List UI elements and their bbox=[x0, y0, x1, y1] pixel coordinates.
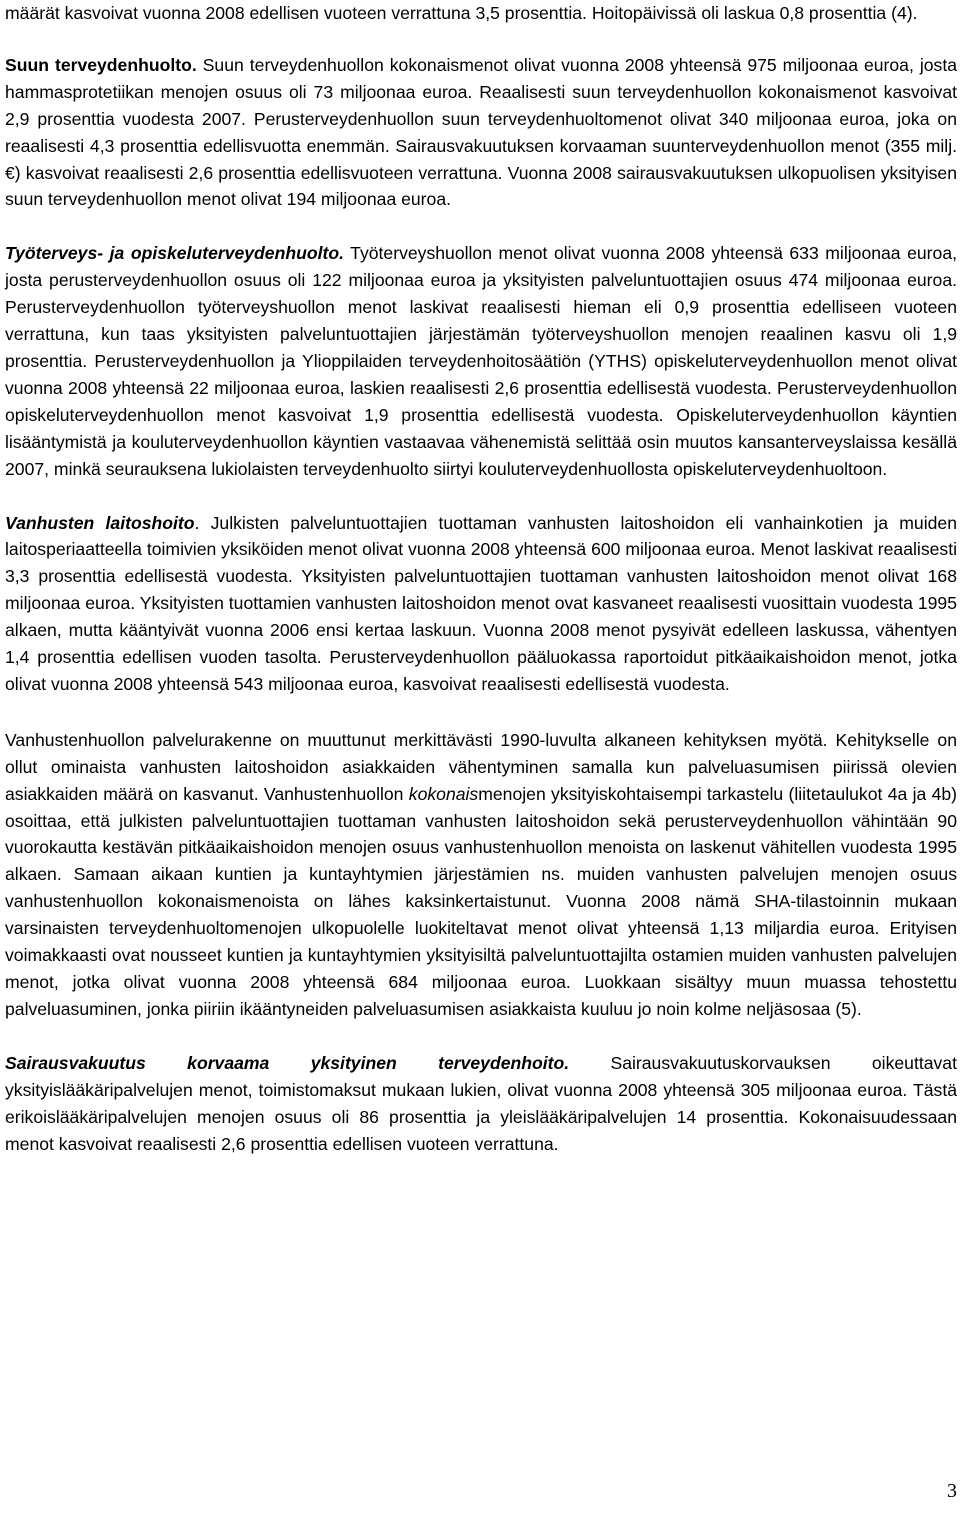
heading-occupational-health: Työterveys- ja opiskeluterveydenhuolto. bbox=[5, 243, 344, 264]
heading-oral-health: Suun terveydenhuolto. bbox=[5, 54, 197, 75]
paragraph-elderly-service-text-a: Vanhustenhuollon palvelurakenne on muuttunut merkittävästi 1990-luvulta alkaneen kehityksen myötä. Kehitykselle on ollut ominaista vanhusten laitoshoidon asiakkaiden vähentyminen samalla kun palveluasumisen piirissä olevien asiakkaiden määrä on kasvanut. Vanhustenhuollon bbox=[5, 729, 957, 804]
paragraph-elderly-service-structure bbox=[5, 727, 957, 1023]
paragraph-elderly-service-text-b: menojen yksityiskohtaisempi tarkastelu (liitetaulukot 4a ja 4b) osoittaa, että julkisten palveluntuottajien tuottaman vanhusten laitoshoidon sekä perusterveydenhuollon vähintään 90 vuorokautta kestävän pitkäaikaishoidon menojen osuus vanhustenhuollon menoista on laskenut vähitellen vuodesta 1995 alkaen. Samaan aikaan kuntien ja kuntayhtymien järjestämien ns. muiden vanhusten palvelujen menojen osuus vanhustenhuollon kokonaismenoista on lähes kaksinkertaistunut. Vuonna 2008 nämä SHA-tilastoinnin mukaan varsinaisten terveydenhuoltomenojen ulkopuolelle luokiteltavat menot olivat yhteensä 1,13 miljardia euroa. Erityisen voimakkaasti ovat nousseet kuntien ja kuntayhtymien yksityisiltä palveluntuottajilta ostamien muiden vanhusten palvelujen menot, jotka olivat vuonna 2008 yhteensä 684 miljoonaa euroa. Luokkaan sisältyy muun muassa tehostettu palveluasuminen, jonka piiriin ikääntyneiden palveluasumisen asiakkaista kuuluu jo noin kolme neljäsosaa (5). bbox=[5, 783, 957, 1019]
paragraph-oral-health bbox=[5, 52, 957, 213]
page-number: 3 bbox=[947, 1480, 957, 1502]
paragraph-intro-text: määrät kasvoivat vuonna 2008 edellisen vuoteen verrattuna 3,5 prosenttia. Hoitopäivissä oli laskua 0,8 prosenttia (4). bbox=[5, 3, 918, 23]
paragraph-occupational-health-text: Työterveyshuollon menot olivat vuonna 2008 yhteensä 633 miljoonaa euroa, josta perusterveydenhuollon osuus oli 122 miljoonaa euroa ja yksityisten palveluntuottajien osuus 474 miljoonaa euroa. Perusterveydenhuollon työterveyshuollon menot laskivat reaalisesti hieman eli 0,9 prosenttia edelliseen vuoteen verrattuna, kun taas yksityisten palveluntuottajien järjestämän työterveyshuollon menojen reaalinen kasvu oli 1,9 prosenttia. Perusterveydenhuollon ja Ylioppilaiden terveydenhoitosäätiön (YTHS) opiskeluterveydenhuollon menot olivat vuonna 2008 yhteensä 22 miljoonaa euroa, laskien reaalisesti 2,6 prosenttia edellisestä vuodesta. Perusterveydenhuollon opiskeluterveydenhuollon menot kasvoivat 1,9 prosenttia edellisestä vuodesta. Opiskeluterveydenhuollon käyntien lisääntymistä ja kouluterveydenhuollon käyntien vastaavaa vähenemistä selittää osin muutos kansanterveyslaissa kesällä 2007, minkä seurauksena lukiolaisten terveydenhuolto siirtyi kouluterveydenhuollosta opiskeluterveydenhuoltoon. bbox=[5, 243, 957, 479]
paragraph-health-insurance-text: Sairausvakuutuskorvauksen oikeuttavat yksityislääkäripalvelujen menot, toimistomaksut mukaan lukien, olivat vuonna 2008 yhteensä 305 miljoonaa euroa. Tästä erikoislääkäripalvelujen menojen osuus oli 86 prosenttia ja yleislääkäripalvelujen 14 prosenttia. Kokonaisuudessaan menot kasvoivat reaalisesti 2,6 prosenttia edellisen vuoteen verrattuna. bbox=[5, 1052, 957, 1154]
heading-health-insurance: Sairausvakuutus korvaama yksityinen terveydenhoito. bbox=[5, 1052, 570, 1073]
paragraph-health-insurance bbox=[5, 1050, 957, 1158]
paragraph-elderly-care-text: . Julkisten palveluntuottajien tuottaman vanhusten laitoshoidon eli vanhainkotien ja muiden laitosperiaatteella toimivien yksiköiden menot olivat vuonna 2008 yhteensä 600 miljoonaa euroa. Menot laskivat reaalisesti 3,3 prosenttia edellisestä vuodesta. Yksityisten palveluntuottajien tuottaman vanhusten laitoshoidon menot olivat 168 miljoonaa euroa. Yksityisten tuottamien vanhusten laitoshoidon menot ovat kasvaneet reaalisesti vuosittain vuodesta 1995 alkaen, mutta kääntyivät vuonna 2006 ensi kertaa laskuun. Vuonna 2008 menot pysyivät edelleen laskussa, vähentyen 1,4 prosenttia edellisen vuoden tasolta. Perusterveydenhuollon pääluokassa raportoidut pitkäaikaishoidon menot, jotka olivat vuonna 2008 yhteensä 543 miljoonaa euroa, kasvoivat reaalisesti edellisestä vuodesta. bbox=[5, 512, 957, 694]
paragraph-elderly-care bbox=[5, 510, 957, 698]
paragraph-occupational-health bbox=[5, 240, 957, 482]
paragraph-elderly-service-italic: kokonais bbox=[408, 783, 479, 804]
document-page bbox=[5, 0, 957, 1157]
heading-elderly-care: Vanhusten laitoshoito bbox=[5, 512, 195, 533]
paragraph-oral-health-text: Suun terveydenhuollon kokonaismenot olivat vuonna 2008 yhteensä 975 miljoonaa euroa, josta hammasprotetiikan menojen osuus oli 73 miljoonaa euroa. Reaalisesti suun terveydenhuollon kokonaismenot kasvoivat 2,9 prosenttia vuodesta 2007. Perusterveydenhuollon suun terveydenhuoltomenot olivat 340 miljoonaa euroa, joka on reaalisesti 4,3 prosenttia edellisvuotta enemmän. Sairausvakuutuksen korvaaman suunterveydenhuollon menot (355 milj. €) kasvoivat reaalisesti 2,6 prosenttia edellisvuoteen verrattuna. Vuonna 2008 sairausvakuutuksen ulkopuolisen yksityisen suun terveydenhuollon menot olivat 194 miljoonaa euroa. bbox=[5, 54, 957, 210]
paragraph-intro bbox=[5, 0, 957, 27]
